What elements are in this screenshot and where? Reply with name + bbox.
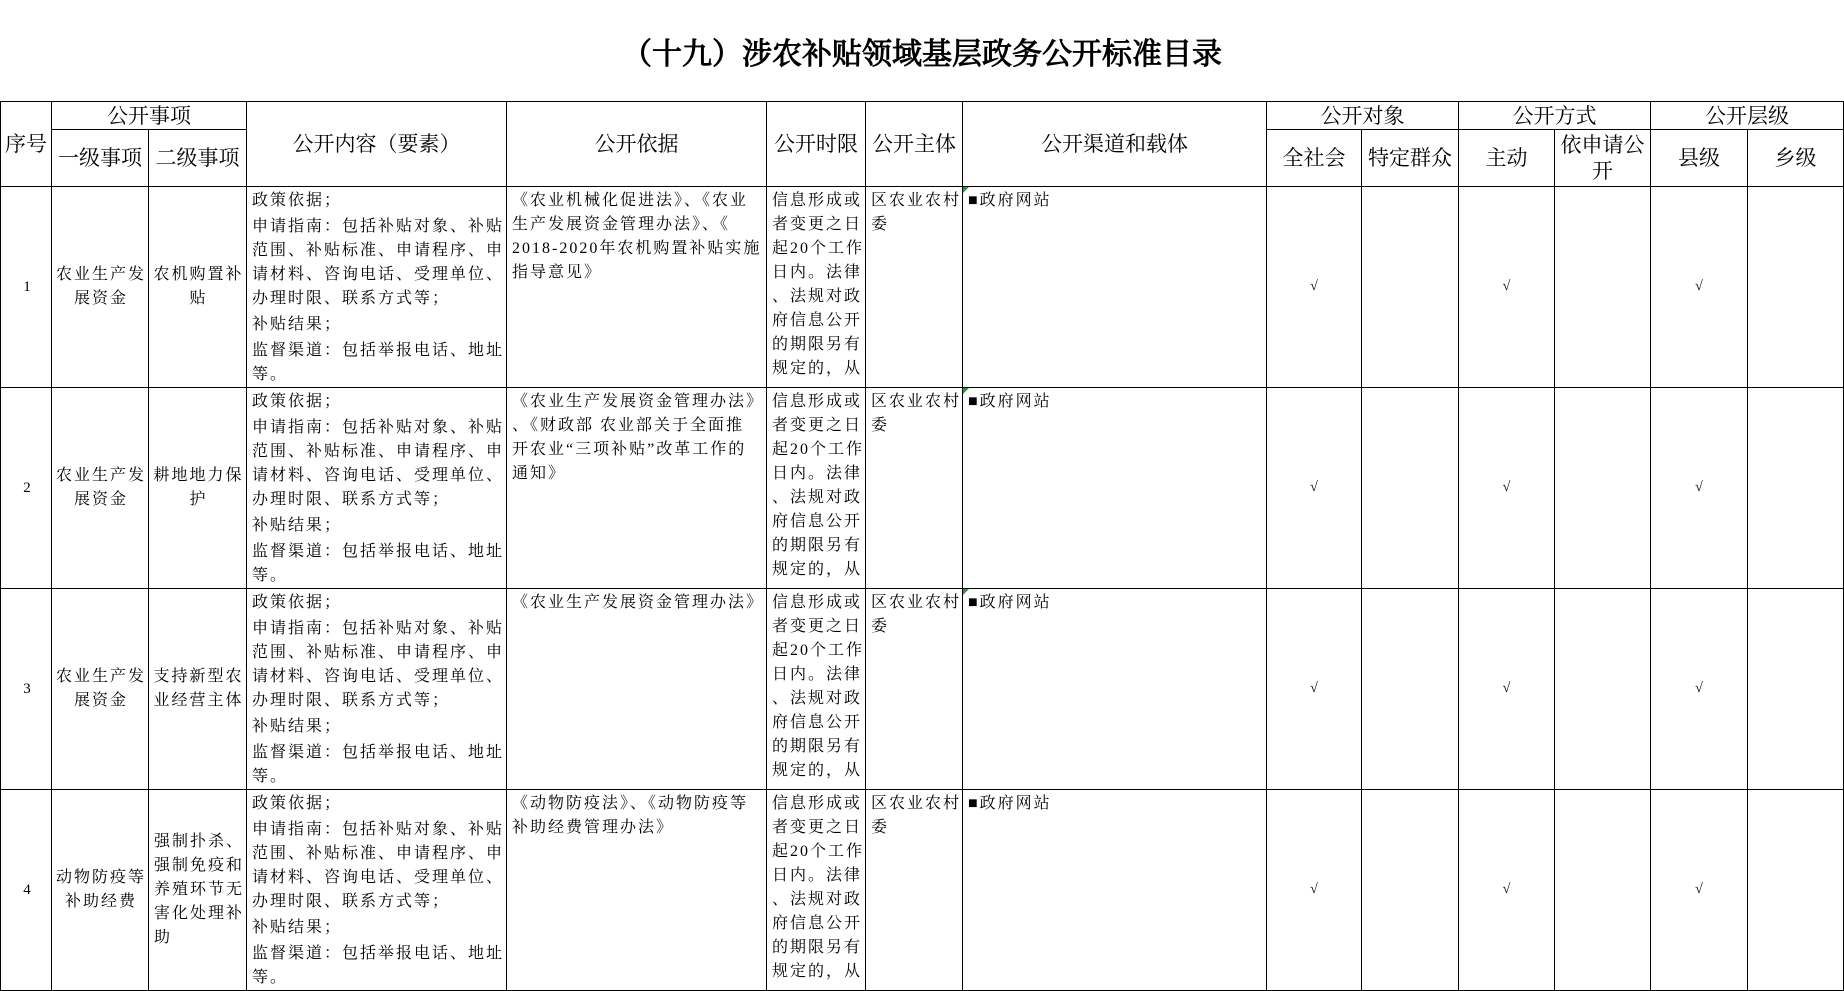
content-line: 政策依据； [252, 594, 343, 611]
content-paragraph [252, 741, 506, 789]
subject-cell-line: 委 [871, 417, 890, 434]
level1-matter-cell-line: 农业生产发 [55, 668, 146, 685]
content-line: 补贴结果； [252, 316, 343, 333]
cell-target-all [1267, 790, 1362, 991]
content-paragraph [252, 313, 506, 337]
basis-cell-line: 《农业生产发展资金管理办法》 [512, 594, 765, 611]
cell-level-township [1748, 187, 1844, 388]
content-line: 范围、补贴标准、申请程序、申 [252, 242, 505, 259]
header-target: 公开对象 [1267, 102, 1459, 130]
time-limit-cell-line: 信息形成或 [772, 795, 863, 812]
level1-matter-cell-line: 展资金 [73, 692, 128, 709]
basis-cell [507, 589, 767, 790]
basis-cell-line: 《农业机械化促进法》、《农业 [512, 192, 749, 209]
subject-cell-line: 区农业农村 [871, 192, 962, 209]
header-matter-level1: 一级事项 [52, 130, 149, 187]
cell-target-specific [1362, 589, 1459, 790]
cell-mode-active [1459, 187, 1555, 388]
level2-matter-cell-line: 强制扑杀、 [154, 833, 245, 850]
cell-mode-request [1555, 790, 1651, 991]
basis-cell [507, 388, 767, 589]
cell-level-county [1651, 187, 1748, 388]
row-seq-cell [1, 388, 52, 589]
subject-cell [866, 589, 963, 790]
row-seq-number: 4 [23, 882, 31, 898]
basis-cell [507, 187, 767, 388]
content-line: 申请指南：包括补贴对象、补贴 [252, 620, 505, 637]
header-mode-request: 依申请公开 [1555, 130, 1651, 187]
content-paragraph [252, 416, 506, 512]
level2-matter-cell-line: 农机购置补 [153, 266, 244, 283]
error-indicator-triangle [963, 388, 969, 394]
content-paragraph [252, 339, 506, 387]
content-line: 申请指南：包括补贴对象、补贴 [252, 821, 505, 838]
content-line: 办理时限、联系方式等； [252, 893, 451, 910]
content-elements-cell [247, 388, 507, 589]
level2-matter-cell [149, 589, 247, 790]
header-level-county: 县级 [1651, 130, 1748, 187]
header-matter-level2: 二级事项 [149, 130, 247, 187]
content-line: 监督渠道：包括举报电话、地址 [252, 945, 505, 962]
time-limit-cell-line: 府信息公开 [772, 312, 863, 329]
subject-cell-line: 区农业农村 [871, 594, 962, 611]
time-limit-cell-line: 者变更之日 [772, 417, 863, 434]
channel-cell [963, 589, 1267, 790]
check-mark-icon: √ [1310, 480, 1318, 495]
level2-matter-cell [149, 187, 247, 388]
subject-cell-line: 区农业农村 [871, 795, 962, 812]
level2-matter-cell-line: 业经营主体 [153, 692, 244, 709]
basis-cell-line: 《动物防疫法》、《动物防疫等 [512, 795, 749, 812]
header-target-specific: 特定群众 [1362, 130, 1459, 187]
header-target-all: 全社会 [1267, 130, 1362, 187]
content-line: 请材料、咨询电话、受理单位、 [252, 869, 505, 886]
error-indicator-triangle [963, 589, 969, 595]
time-limit-cell-line: 规定的，从 [772, 963, 863, 980]
time-limit-cell-line: 日内。法律 [772, 264, 863, 281]
channel-text: ■政府网站 [968, 795, 1052, 812]
level1-matter-cell [52, 187, 149, 388]
time-limit-cell-line: 规定的，从 [772, 762, 863, 779]
basis-cell-line: 生产发展资金管理办法》、《 [512, 216, 731, 233]
content-paragraph [252, 189, 506, 213]
content-line: 范围、补贴标准、申请程序、申 [252, 845, 505, 862]
channel-text: ■政府网站 [968, 192, 1052, 209]
content-line: 监督渠道：包括举报电话、地址 [252, 543, 505, 560]
content-elements-cell [247, 187, 507, 388]
time-limit-cell-line: 规定的，从 [772, 561, 863, 578]
time-limit-cell-line: 规定的，从 [772, 360, 863, 377]
time-limit-cell-line: 者变更之日 [772, 819, 863, 836]
basis-cell-line: 通知》 [512, 465, 567, 482]
time-limit-cell-line: 的期限另有 [772, 939, 863, 956]
cell-mode-active [1459, 790, 1555, 991]
channel-cell [963, 187, 1267, 388]
cell-target-all [1267, 388, 1362, 589]
time-limit-cell-line: 起20个工作 [772, 843, 865, 860]
level2-matter-cell-line: 护 [189, 491, 208, 508]
page-title: （十九）涉农补贴领域基层政务公开标准目录 [622, 37, 1222, 71]
basis-cell-line: 补助经费管理办法》 [512, 819, 675, 836]
content-elements-cell [247, 790, 507, 991]
time-limit-cell-line: 信息形成或 [772, 192, 863, 209]
basis-cell-line: 《农业生产发展资金管理办法》 [512, 393, 765, 410]
basis-cell-line: 2018-2020年农机购置补贴实施 [512, 240, 762, 257]
time-limit-cell-line: 日内。法律 [772, 867, 863, 884]
time-limit-cell-line: 的期限另有 [772, 738, 863, 755]
time-limit-cell-line: 的期限另有 [772, 537, 863, 554]
cell-mode-active [1459, 388, 1555, 589]
content-line: 办理时限、联系方式等； [252, 692, 451, 709]
header-matter: 公开事项 [52, 102, 247, 130]
subject-cell-line: 区农业农村 [871, 393, 962, 410]
header-seq: 序号 [1, 102, 52, 187]
basis-cell-line: 开农业“三项补贴”改革工作的 [512, 441, 747, 458]
check-mark-icon: √ [1310, 279, 1318, 294]
channel-text: ■政府网站 [968, 393, 1052, 410]
time-limit-cell-line: 信息形成或 [772, 594, 863, 611]
subject-cell [866, 790, 963, 991]
level1-matter-cell-line: 农业生产发 [55, 467, 146, 484]
time-limit-cell-line: 起20个工作 [772, 642, 865, 659]
cell-level-county [1651, 589, 1748, 790]
content-paragraph [252, 942, 506, 990]
content-paragraph [252, 715, 506, 739]
content-paragraph [252, 916, 506, 940]
row-seq-number: 2 [23, 480, 31, 496]
time-limit-cell [767, 589, 866, 790]
time-limit-cell-line: 府信息公开 [772, 714, 863, 731]
basis-cell [507, 790, 767, 991]
time-limit-cell [767, 388, 866, 589]
content-paragraph [252, 792, 506, 816]
time-limit-cell-line: 者变更之日 [772, 216, 863, 233]
check-mark-icon: √ [1695, 681, 1703, 696]
content-line: 政策依据； [252, 393, 343, 410]
cell-level-county [1651, 790, 1748, 991]
time-limit-cell-line: 、法规对政 [772, 489, 863, 506]
header-mode: 公开方式 [1459, 102, 1651, 130]
time-limit-cell-line: 者变更之日 [772, 618, 863, 635]
content-paragraph [252, 540, 506, 588]
level1-matter-cell-line: 农业生产发 [55, 266, 146, 283]
content-line: 政策依据； [252, 795, 343, 812]
content-line: 请材料、咨询电话、受理单位、 [252, 266, 505, 283]
cell-target-specific [1362, 790, 1459, 991]
subject-cell-line: 委 [871, 819, 890, 836]
content-line: 补贴结果； [252, 718, 343, 735]
level1-matter-cell-line: 展资金 [73, 290, 128, 307]
content-line: 办理时限、联系方式等； [252, 290, 451, 307]
content-line: 办理时限、联系方式等； [252, 491, 451, 508]
subject-cell [866, 187, 963, 388]
level1-matter-cell-line: 补助经费 [64, 893, 137, 910]
content-paragraph [252, 514, 506, 538]
header-mode-active: 主动 [1459, 130, 1555, 187]
cell-target-specific [1362, 388, 1459, 589]
header-time-limit: 公开时限 [767, 102, 866, 187]
subject-cell-line: 委 [871, 618, 890, 635]
disclosure-catalog-table [0, 101, 1844, 991]
content-line: 等。 [252, 768, 289, 785]
header-level: 公开层级 [1651, 102, 1844, 130]
time-limit-cell [767, 187, 866, 388]
content-line: 范围、补贴标准、申请程序、申 [252, 644, 505, 661]
check-mark-icon: √ [1502, 882, 1511, 897]
cell-mode-active [1459, 589, 1555, 790]
level2-matter-cell-line: 强制免疫和 [154, 857, 245, 874]
content-paragraph [252, 818, 506, 914]
content-line: 监督渠道：包括举报电话、地址 [252, 744, 505, 761]
basis-cell-line: 指导意见》 [512, 264, 603, 281]
row-seq-cell [1, 790, 52, 991]
subject-cell-line: 委 [871, 216, 890, 233]
cell-mode-request [1555, 187, 1651, 388]
header-subject: 公开主体 [866, 102, 963, 187]
row-seq-cell [1, 589, 52, 790]
subject-cell [866, 388, 963, 589]
content-paragraph [252, 591, 506, 615]
content-line: 申请指南：包括补贴对象、补贴 [252, 419, 505, 436]
level2-matter-cell [149, 388, 247, 589]
content-line: 等。 [252, 969, 289, 986]
level2-matter-cell-line: 助 [154, 929, 173, 946]
time-limit-cell-line: 日内。法律 [772, 465, 863, 482]
channel-text: ■政府网站 [968, 594, 1052, 611]
cell-level-township [1748, 790, 1844, 991]
row-seq-cell [1, 187, 52, 388]
level1-matter-cell [52, 388, 149, 589]
level2-matter-cell-line: 养殖环节无 [154, 881, 245, 898]
level2-matter-cell-line: 支持新型农 [153, 668, 244, 685]
check-mark-icon: √ [1695, 279, 1703, 294]
content-paragraph [252, 617, 506, 713]
cell-level-township [1748, 388, 1844, 589]
level1-matter-cell-line: 动物防疫等 [55, 869, 146, 886]
time-limit-cell-line: 日内。法律 [772, 666, 863, 683]
level2-matter-cell-line: 贴 [189, 290, 208, 307]
check-mark-icon: √ [1502, 681, 1511, 696]
level2-matter-cell-line: 耕地地力保 [153, 467, 244, 484]
check-mark-icon: √ [1695, 480, 1703, 495]
content-paragraph [252, 390, 506, 414]
level1-matter-cell [52, 790, 149, 991]
cell-target-all [1267, 187, 1362, 388]
time-limit-cell-line: 、法规对政 [772, 891, 863, 908]
content-line: 等。 [252, 567, 289, 584]
content-line: 等。 [252, 366, 289, 383]
time-limit-cell [767, 790, 866, 991]
time-limit-cell-line: 起20个工作 [772, 441, 865, 458]
content-line: 申请指南：包括补贴对象、补贴 [252, 218, 505, 235]
level1-matter-cell [52, 589, 149, 790]
cell-mode-request [1555, 589, 1651, 790]
cell-target-specific [1362, 187, 1459, 388]
channel-cell [963, 790, 1267, 991]
time-limit-cell-line: 起20个工作 [772, 240, 865, 257]
cell-level-township [1748, 589, 1844, 790]
content-paragraph [252, 215, 506, 311]
content-line: 请材料、咨询电话、受理单位、 [252, 467, 505, 484]
cell-target-all [1267, 589, 1362, 790]
check-mark-icon: √ [1310, 882, 1318, 897]
error-indicator-triangle [963, 187, 969, 193]
header-content: 公开内容（要素） [247, 102, 507, 187]
content-elements-cell [247, 589, 507, 790]
check-mark-icon: √ [1695, 882, 1703, 897]
channel-cell [963, 388, 1267, 589]
row-seq-number: 3 [23, 681, 31, 697]
time-limit-cell-line: 的期限另有 [772, 336, 863, 353]
time-limit-cell-line: 、法规对政 [772, 288, 863, 305]
time-limit-cell-line: 府信息公开 [772, 915, 863, 932]
header-channel: 公开渠道和载体 [963, 102, 1267, 187]
header-basis: 公开依据 [507, 102, 767, 187]
check-mark-icon: √ [1502, 279, 1511, 294]
level2-matter-cell [149, 790, 247, 991]
check-mark-icon: √ [1310, 681, 1318, 696]
content-line: 补贴结果； [252, 517, 343, 534]
time-limit-cell-line: 信息形成或 [772, 393, 863, 410]
content-line: 补贴结果； [252, 919, 343, 936]
cell-mode-request [1555, 388, 1651, 589]
time-limit-cell-line: 府信息公开 [772, 513, 863, 530]
level1-matter-cell-line: 展资金 [73, 491, 128, 508]
basis-cell-line: 、《财政部 农业部关于全面推 [512, 417, 745, 434]
content-line: 请材料、咨询电话、受理单位、 [252, 668, 505, 685]
level2-matter-cell-line: 害化处理补 [154, 905, 245, 922]
content-line: 范围、补贴标准、申请程序、申 [252, 443, 505, 460]
time-limit-cell-line: 、法规对政 [772, 690, 863, 707]
row-seq-number: 1 [23, 279, 31, 295]
content-line: 政策依据； [252, 192, 343, 209]
content-line: 监督渠道：包括举报电话、地址 [252, 342, 505, 359]
header-level-township: 乡级 [1748, 130, 1844, 187]
cell-level-county [1651, 388, 1748, 589]
check-mark-icon: √ [1502, 480, 1511, 495]
